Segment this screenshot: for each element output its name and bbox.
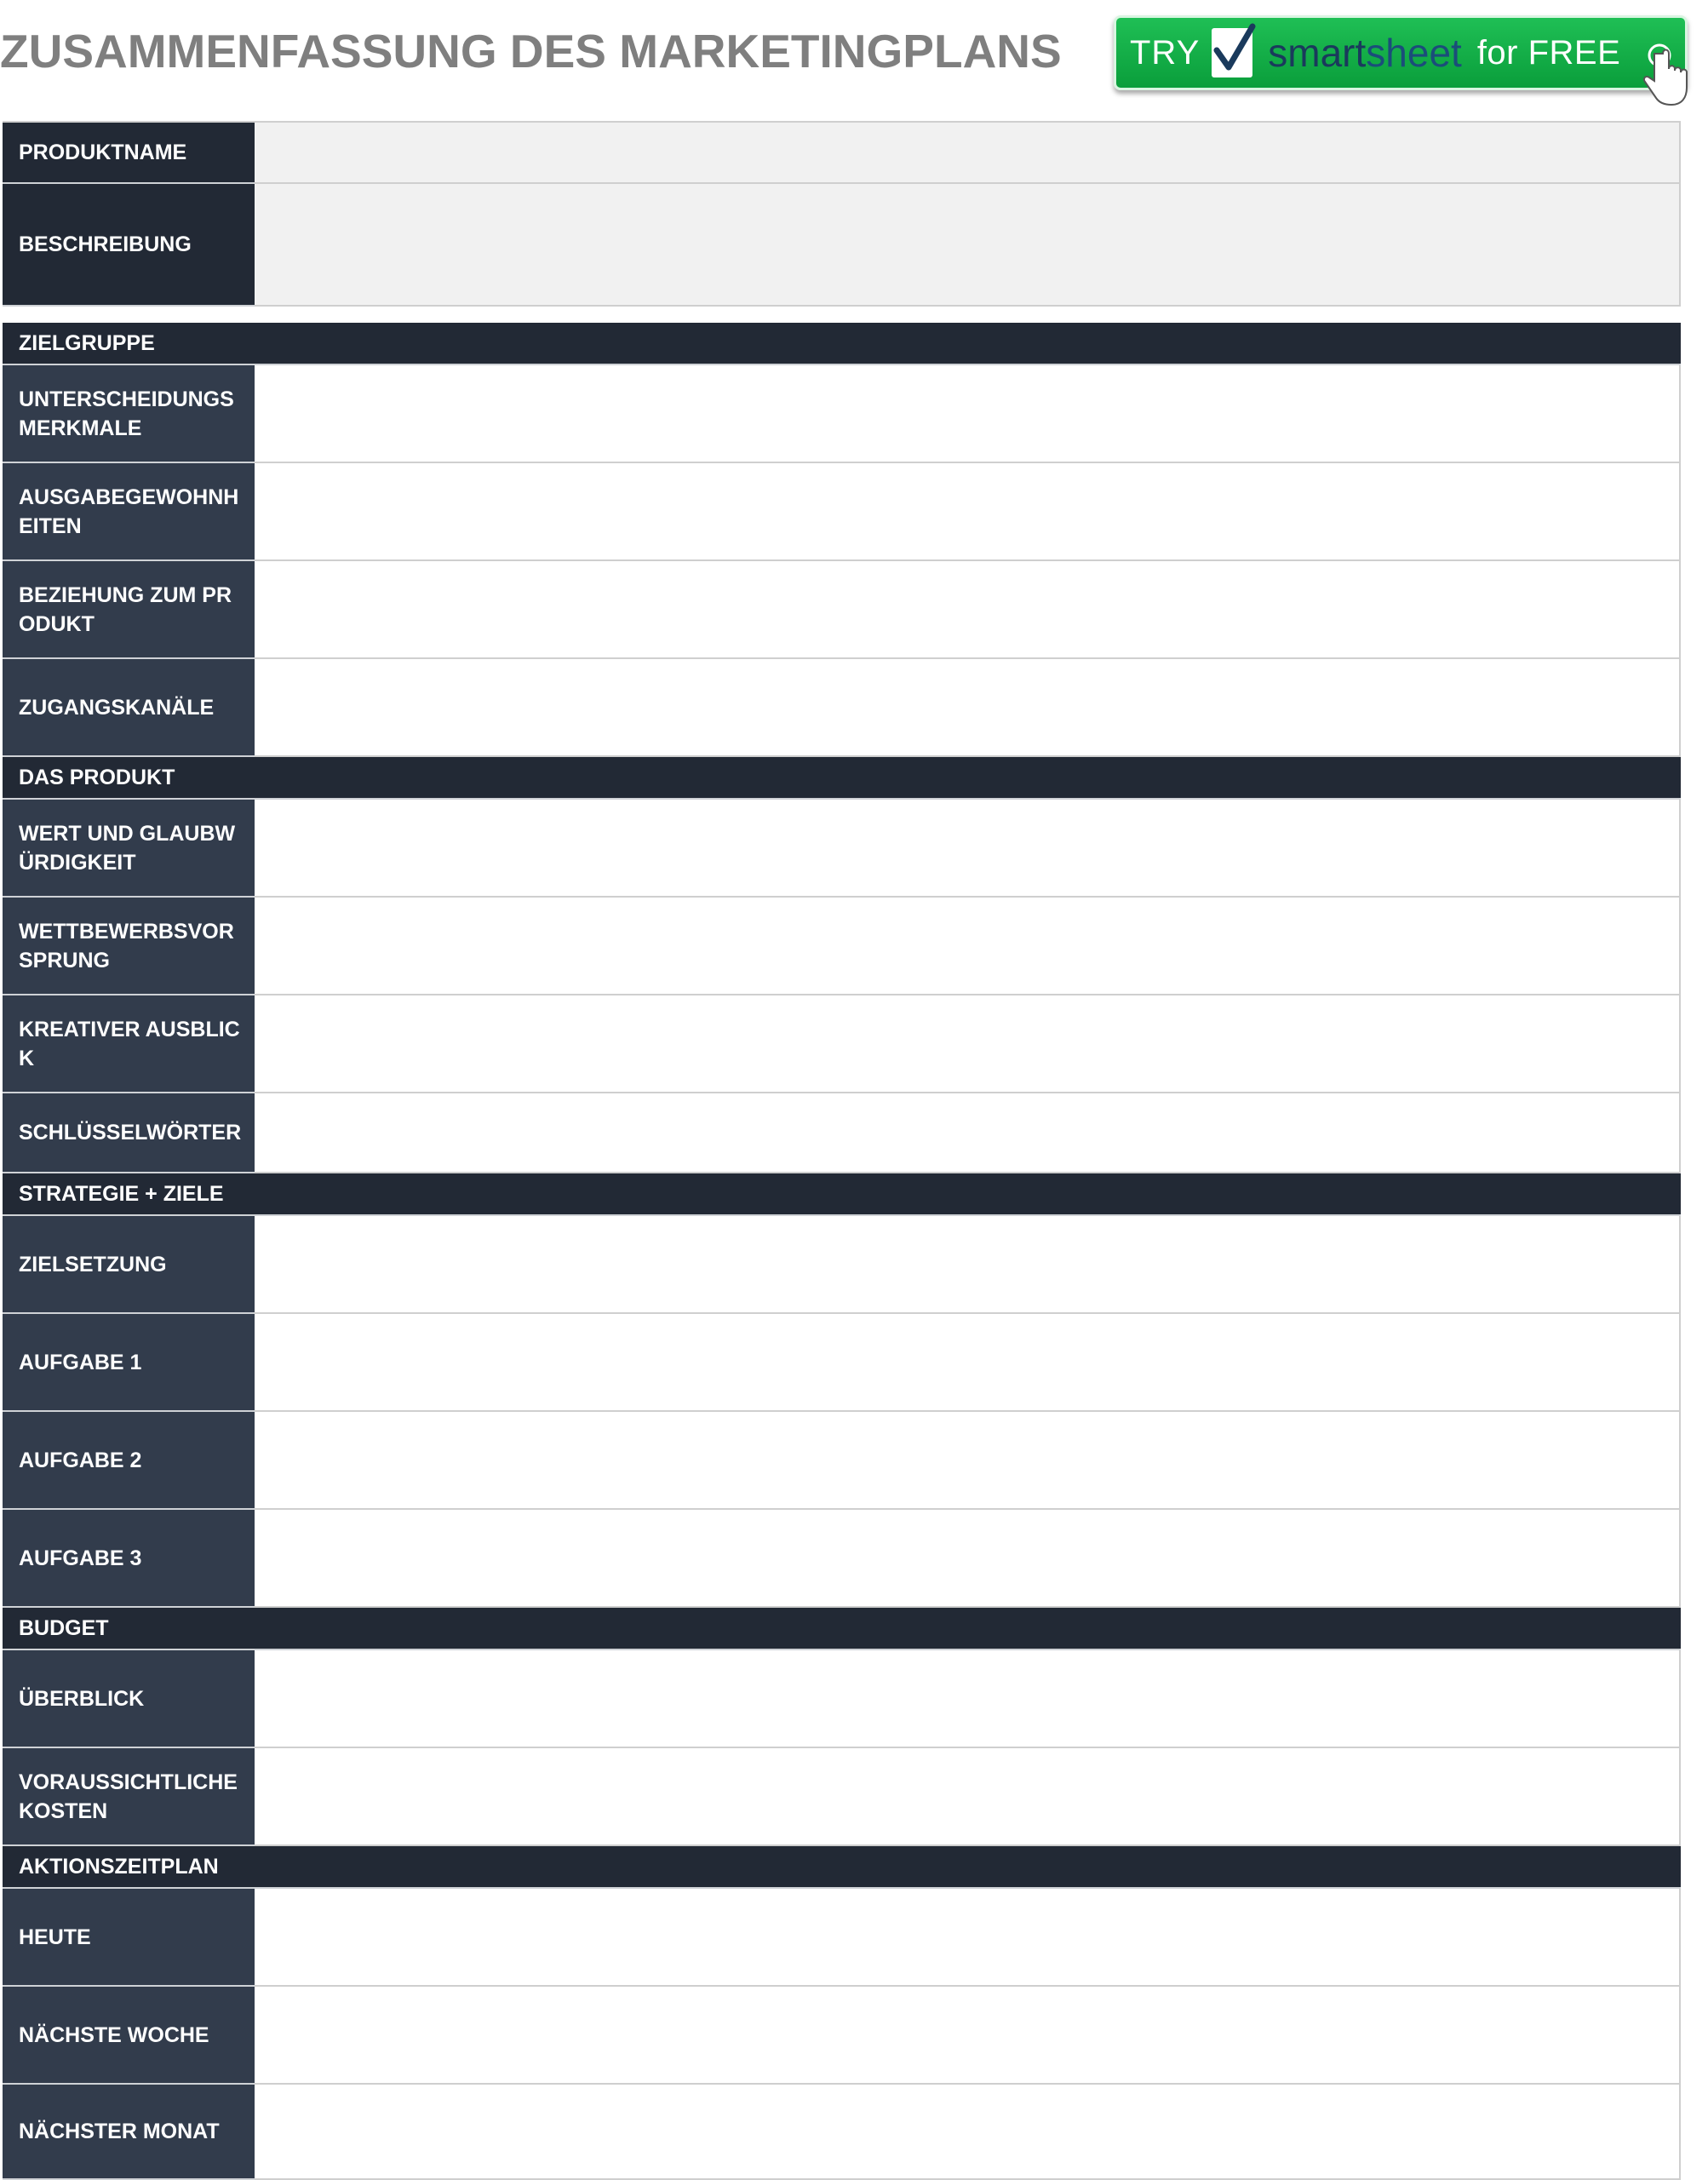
table-row [3,463,1681,561]
section-header-budget: BUDGET [3,1608,1681,1650]
table-row [3,800,1681,898]
table-row [3,2085,1681,2180]
page-title: ZUSAMMENFASSUNG DES MARKETINGPLANS [0,25,1062,77]
input-cell[interactable] [255,898,1681,995]
row-label: UNTERSCHEIDUNGSMERKMALE [3,365,255,463]
input-cell[interactable] [255,1650,1681,1748]
section-header-strategie-ziele: STRATEGIE + ZIELE [3,1173,1681,1216]
input-cell[interactable] [255,2085,1681,2180]
table-row [3,659,1681,757]
input-cell[interactable] [255,800,1681,898]
row-label: AUSGABEGEWOHNHEITEN [3,463,255,561]
input-cell[interactable] [255,1510,1681,1608]
table-row [3,561,1681,659]
input-cell[interactable] [255,561,1681,659]
table-row [3,1216,1681,1314]
table-row [3,995,1681,1093]
checkmark-icon [1212,28,1252,77]
row-label: SCHLÜSSELWÖRTER [3,1093,255,1173]
row-label: BESCHREIBUNG [3,184,255,307]
table-row [3,898,1681,995]
input-cell[interactable] [255,1216,1681,1314]
row-label: AUFGABE 3 [3,1510,255,1608]
row-label: BEZIEHUNG ZUM PRODUKT [3,561,255,659]
table-row [3,1650,1681,1748]
table-row [3,1093,1681,1173]
row-label: AUFGABE 1 [3,1314,255,1412]
row-label: NÄCHSTE WOCHE [3,1987,255,2085]
row-label: ZIELSETZUNG [3,1216,255,1314]
input-cell[interactable] [255,1987,1681,2085]
input-cell[interactable] [255,995,1681,1093]
header-row-product-name [3,123,1681,184]
row-label: VORAUSSICHTLICHE KOSTEN [3,1748,255,1846]
input-cell[interactable] [255,1412,1681,1510]
row-label: PRODUKTNAME [3,123,255,184]
description-field[interactable] [255,184,1681,307]
table-row [3,1314,1681,1412]
table-row [3,365,1681,463]
table-row [3,1987,1681,2085]
row-label: ÜBERBLICK [3,1650,255,1748]
input-cell[interactable] [255,365,1681,463]
input-cell[interactable] [255,1093,1681,1173]
input-cell[interactable] [255,1314,1681,1412]
row-label: WERT UND GLAUBWÜRDIGKEIT [3,800,255,898]
row-label: AUFGABE 2 [3,1412,255,1510]
cta-try-text: TRY [1130,33,1201,72]
input-cell[interactable] [255,1748,1681,1846]
try-smartsheet-button[interactable] [1114,15,1688,90]
row-label: NÄCHSTER MONAT [3,2085,255,2180]
section-header-das-produkt: DAS PRODUKT [3,757,1681,800]
smartsheet-logo [1268,30,1462,76]
table-row [3,1748,1681,1846]
pointer-hand-icon [1639,43,1690,106]
table-row [3,1412,1681,1510]
table-row [3,1889,1681,1987]
input-cell[interactable] [255,659,1681,757]
row-label: WETTBEWERBSVORSPRUNG [3,898,255,995]
brand-part-b: sheet [1366,31,1462,75]
row-label: KREATIVER AUSBLICK [3,995,255,1093]
header-row-description [3,184,1681,307]
product-name-field[interactable] [255,123,1681,184]
input-cell[interactable] [255,1889,1681,1987]
brand-part-a: smart [1268,31,1367,75]
section-header-zielgruppe: ZIELGRUPPE [3,323,1681,365]
cta-free-text: for FREE [1476,33,1621,72]
row-label: ZUGANGSKANÄLE [3,659,255,757]
row-label: HEUTE [3,1889,255,1987]
section-header-aktionszeitplan: AKTIONSZEITPLAN [3,1846,1681,1889]
table-row [3,1510,1681,1608]
input-cell[interactable] [255,463,1681,561]
